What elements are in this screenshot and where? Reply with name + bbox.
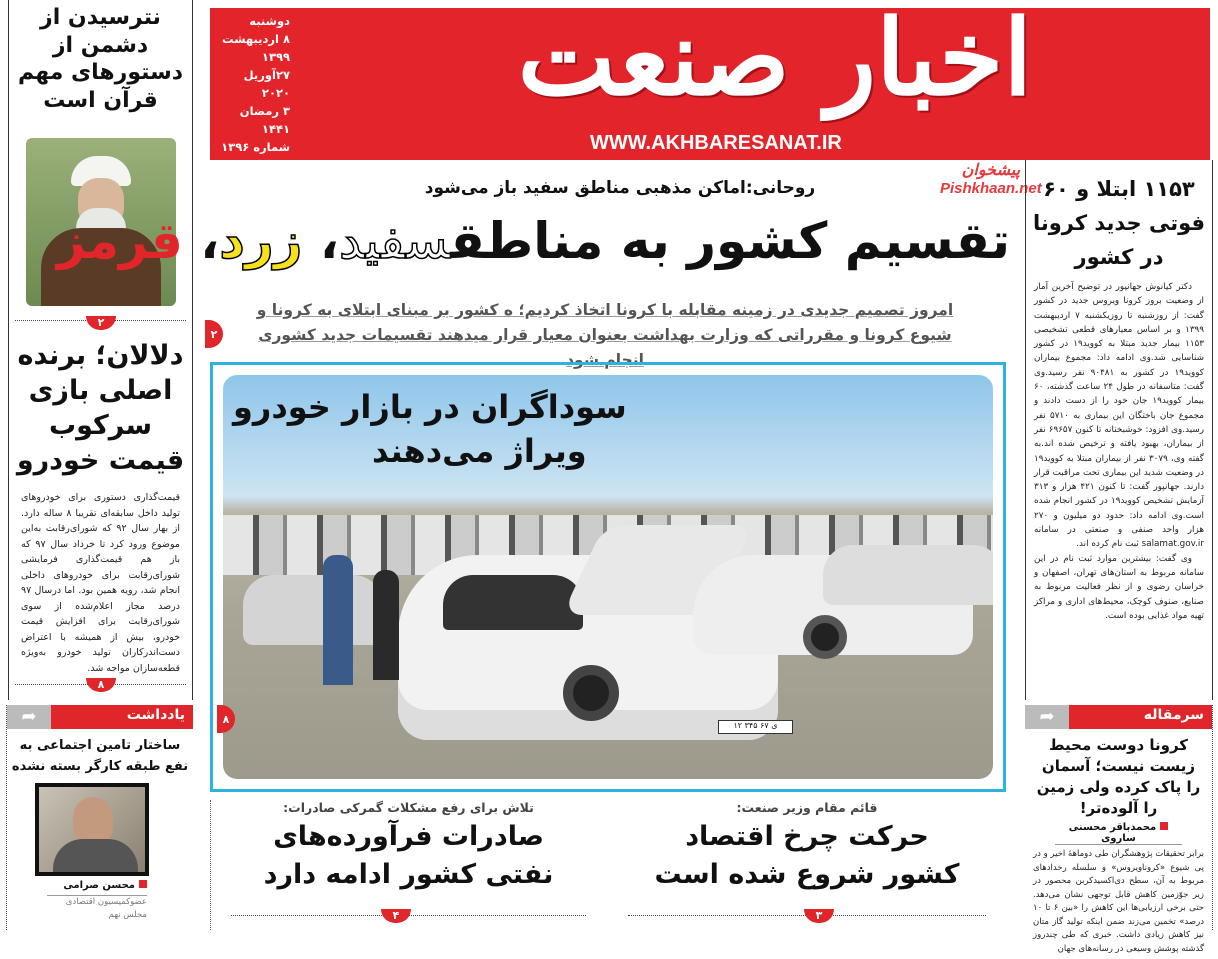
issue-info: دوشنبه ۸ اردیبهشت ۱۳۹۹ ۲۷آوریل ۲۰۲۰ ۳ رمضان ۱۴۴۱ شماره ۱۳۹۶ ۸ صفحه ۲۰۰۰ تومان xyxy=(221,14,290,190)
page-badge[interactable]: ۲ xyxy=(205,320,223,348)
story-kicker: تلاش برای رفع مشکلات گمرکی صادرات: xyxy=(283,800,534,815)
lead-text: امروز تصمیم جدیدی در زمینه مقابله با کرونا اتخاذ کردیم؛ ه کشور بر مبنای ابتلای به کرونا و شیوع کرونا و مقرراتی که وزارت بهداشت بعنوان معیار قرار میدهند تقسیمات جدید کشوری انجام شود xyxy=(256,301,954,369)
right-column xyxy=(1025,160,1213,700)
license-plate: ۱۲ ۳۴۵ ی ۶۷ xyxy=(718,720,793,734)
story-headline[interactable]: حرکت چرخ اقتصاد کشور شروع شده است xyxy=(654,821,960,890)
author-name: محسن صرامی xyxy=(63,880,147,891)
story-body: دکتر کیانوش جهانپور در توضیح آخرین آمار از وضعیت بروز کرونا ویروس جدید در کشور گفت: از روزشنبه تا روزیکشنبه ۷ اردیبهشت ۱۳۹۹ و بر اساس معیارهای قطعی تشخیصی ۱۱۵۳ بیمار جدید مبتلا به کووید۱۹ در کشور شناسایی شد.وی ادامه داد: مجموع بیماران کووید۱۹ در کشور به ۹۰۴۸۱ نفر رسید.وی گفت: متاسفانه در طول ۲۴ ساعت گذشته، ۶۰ بیمار کووید۱۹ جان خود را از دست دادند و مجموع جان باختگان این بیماری به ۵۷۱۰ نفر رسید.وی افزود: خوشبختانه تا کنون ۶۹۶۵۷ نفر از بیماران، بهبود یافته و ترخیص شده اند.به گفته وی، ۳۰۷۹ نفر از بیماران مبتلا به کووید۱۹ در وضعیت شدید این بیماری تحت مراقبت قرار دارند. جهانپور گفت: تا کنون ۴۲۱ هزار و ۳۱۳ آزمایش تشخیص کووید۱۹ در کشور انجام شده است.وی ادامه داد: حدود دو میلیون و ۲۷۰ هزار واحد صنفی و صنعتی در سامانه salamat.gov.ir ثبت نام کرده اند. وی گفت: بیشترین موارد ثبت نام در این سامانه مربوط به استان‌های تهران، اصفهان و خراسان رضوی و از نظر فعالیت مربوط به صنایع، صنوف کوچک، محیط‌های اداری و مراکز تهیه مواد غذایی بوده است. xyxy=(1034,282,1204,621)
note-headline[interactable]: ساختار تامین اجتماعی به نفع طبقه کارگر بسته نشده xyxy=(11,738,189,774)
editorial-headline[interactable]: کرونا دوست محیط زیست نیست؛ آسمان را پاک کرده ولی زمین را آلوده‌تر! xyxy=(1036,736,1201,817)
bottom-story xyxy=(210,800,606,930)
kicker: روحانی:اماکن مذهبی مناطق سفید باز می‌شود xyxy=(424,178,816,198)
author-role: عضوکمیسیون اقتصادی مجلس نهم xyxy=(47,895,147,922)
story-headline[interactable]: نترسیدن از دشمن از دستورهای مهم قرآن است xyxy=(17,5,184,113)
section-label: یادداشت xyxy=(51,705,193,729)
bottom-story xyxy=(608,800,1006,930)
newspaper-logo: اخبار صنعت xyxy=(517,0,1033,119)
left-column xyxy=(8,0,193,700)
note-column xyxy=(6,705,193,930)
editorial-column xyxy=(1025,705,1213,954)
section-label: سرمقاله xyxy=(1069,705,1212,729)
editorial-body: برابر تحقیقات پژوهشگران طی دوماهۀ اخیر و در پی شیوع «کروناویروس» و سلسله رخدادهای مربوط به آن، سطح دی‌اکسیدکربن محصور در زیر جوّزمین کاهش قابل توجهی نشان می‌دهد. حتی برخی ارزیابی‌ها این کاهش را «بین ۶ تا ۱۰ درصد» تخمین می‌زند ضمن اینکه تولید گاز متان نیز کاهش زیادی داشت. خبری که طی چندروز گذشته پوشش وسیعی در رسانه‌های جهان xyxy=(1033,849,1205,954)
watermark-logo: پیشخوان Pishkhaan.net xyxy=(940,162,1042,197)
main-headline[interactable]: تقسیم کشور به مناطقسفید، زرد، قرمز xyxy=(56,212,1010,270)
main-photo-frame xyxy=(210,362,1006,792)
website-url[interactable]: WWW.AKHBARESANAT.IR xyxy=(590,132,842,154)
story-headline[interactable]: ۱۱۵۳ ابتلا و ۶۰ فوتی جدید کرونا در کشور xyxy=(1032,177,1206,269)
arrow-icon: ➦ xyxy=(1025,705,1069,729)
story-body: قیمت‌گذاری دستوری برای خودروهای تولید داخل سابقه‌ای تقریبا ۸ ساله دارد. از بهار سال ۹۲ که شورای‌رقابت به‌این موضوع ورود کرد تا خرداد سال ۹۷ که باز هم قیمت‌گذاری فرمایشی شورای‌رقابت برای خودروهای داخلی انجام شد، رویه همین بود. اما درسال ۹۷ درصد مجاز اعلام‌شده از سوی شورای‌رقابت برای افزایش قیمت خودرو، بیش از همیشه با اعتراض دست‌اندرکاران تولید خودرو به‌ویژه قطعه‌سازان مواجه شد. xyxy=(21,492,181,674)
page-badge[interactable]: ۳ xyxy=(804,909,834,923)
arrow-icon: ➦ xyxy=(7,705,51,729)
author-photo xyxy=(35,783,149,876)
page-badge[interactable]: ۸ xyxy=(217,705,235,733)
story-headline[interactable]: دلالان؛ برنده اصلی بازی سرکوب قیمت خودرو xyxy=(16,340,185,477)
page-badge[interactable]: ۸ xyxy=(86,678,116,692)
section-bar xyxy=(7,705,193,729)
car-market-photo xyxy=(223,375,993,779)
page-badge[interactable]: ۴ xyxy=(381,909,411,923)
story-kicker: قائم مقام وزیر صنعت: xyxy=(736,800,878,815)
author-name: محمدباقر محسنی ساروی xyxy=(1055,822,1182,845)
section-bar xyxy=(1025,705,1212,729)
story-headline[interactable]: صادرات فرآورده‌های نفتی کشور ادامه دارد xyxy=(263,821,554,890)
page-badge[interactable]: ۲ xyxy=(86,316,116,330)
photo-caption[interactable]: سوداگران در بازار خودرو ویراژ می‌دهند xyxy=(233,388,627,470)
